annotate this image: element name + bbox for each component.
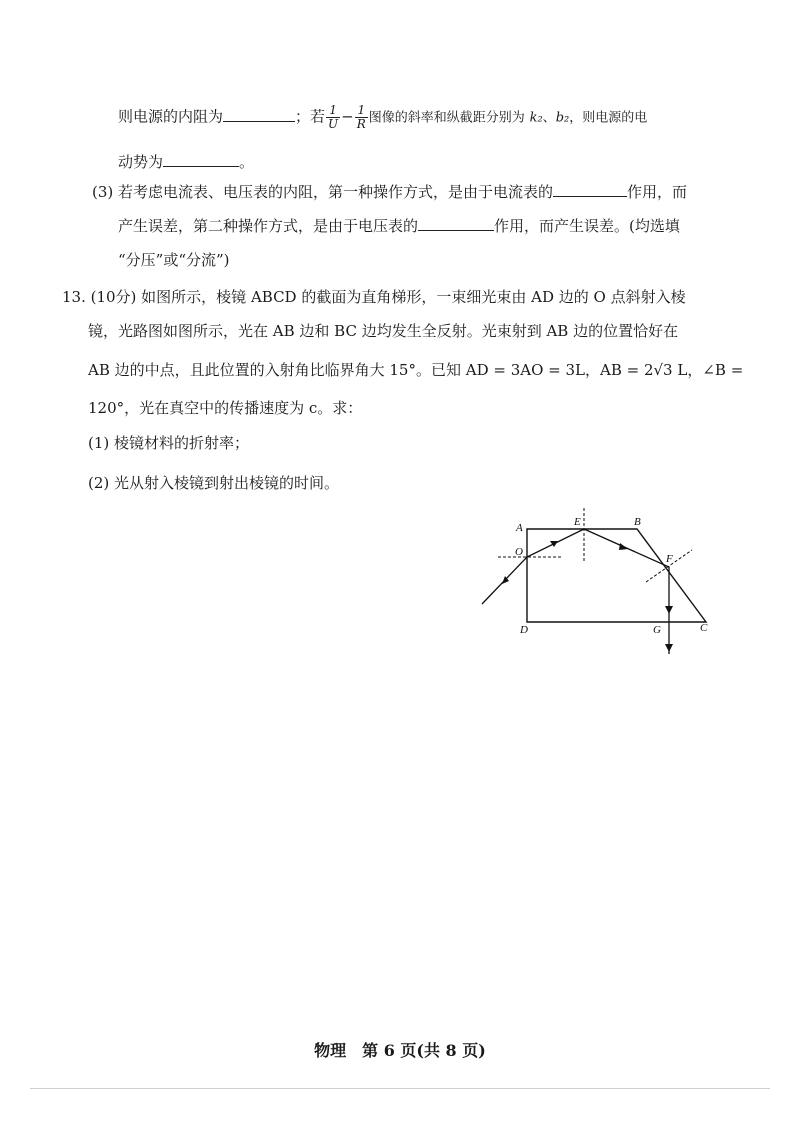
label-e: E [574,516,581,528]
q13-line-4: 120°，光在真空中的传播速度为 c。求： [88,399,363,417]
text-segment: 图像的斜率和纵截距分别为 [368,110,525,126]
ray-arrow-oe [550,541,558,547]
answer-blank-voltmeter-effect[interactable] [418,214,494,231]
light-ray [482,529,669,654]
q13-sub-question-1: (1) 棱镜材料的折射率； [88,434,250,452]
q13-line-2: 镜，光路图如图所示，光在 AB 边和 BC 边均发生全反射。光束射到 AB 边的位置恰好在 [88,322,679,340]
answer-blank-emf[interactable] [163,150,239,167]
text-segment: 。 [239,153,255,171]
symbol-b2: b₂ [555,110,570,126]
answer-blank-internal-resistance[interactable] [223,105,295,122]
answer-blank-ammeter-effect[interactable] [553,180,627,197]
label-b: B [634,516,641,528]
label-a: A [516,522,523,534]
fraction-denominator: R [356,117,366,131]
q12-part3-line-3: “分压”或“分流”) [118,251,230,269]
label-f: F [666,553,673,565]
text-segment: ，则电源的电 [569,110,648,126]
separator: 、 [542,110,556,126]
q13-sub-question-2: (2) 光从射入棱镜到射出棱镜的时间。 [88,474,340,492]
fraction-numerator: 1 [326,104,340,118]
q13-line-3: AB 边的中点，且此位置的入射角比临界角大 15°。已知 AD = 3AO = 3L，AB = 2√3 L，∠B = [88,361,744,379]
q12-line-1 [118,104,647,131]
prism-light-path-figure [470,500,730,660]
ray-arrow-exit [665,644,673,652]
label-o: O [515,546,523,558]
text-segment: (3) 若考虑电流表、电压表的内阻，第一种操作方式，是由于电流表的 [92,183,554,201]
label-d: D [520,624,528,636]
fraction-denominator: U [328,117,339,131]
text-segment: 作用，而 [627,183,688,201]
text-segment: 产生误差，第二种操作方式，是由于电压表的 [118,217,419,235]
text-segment: 作用，而产生误差。(均选填 [494,217,680,235]
q12-part3-line-2 [118,214,680,237]
q12-line-2 [118,150,254,173]
page-footer: 物理 第 6 页(共 8 页) [314,1041,486,1060]
text-segment: 动势为 [118,153,164,171]
ray-arrow-ef [619,543,628,550]
label-c: C [700,622,708,634]
text-segment: 则电源的内阻为 [118,107,224,126]
q12-part3-line-1 [92,180,687,203]
text-segment: ；若 [295,107,326,126]
q13-line-1: 13. (10分) 如图所示，棱镜 ABCD 的截面为直角梯形，一束细光束由 AD 边的 O 点斜射入棱 [62,288,686,306]
fraction-numerator: 1 [355,104,368,118]
bottom-divider [30,1088,770,1089]
label-g: G [653,624,661,636]
ray-arrow-fg [665,606,673,614]
minus-sign: − [341,107,354,126]
fraction-1-over-u [326,104,340,131]
fraction-1-over-r [355,104,368,131]
symbol-k2: k₂ [529,110,543,126]
